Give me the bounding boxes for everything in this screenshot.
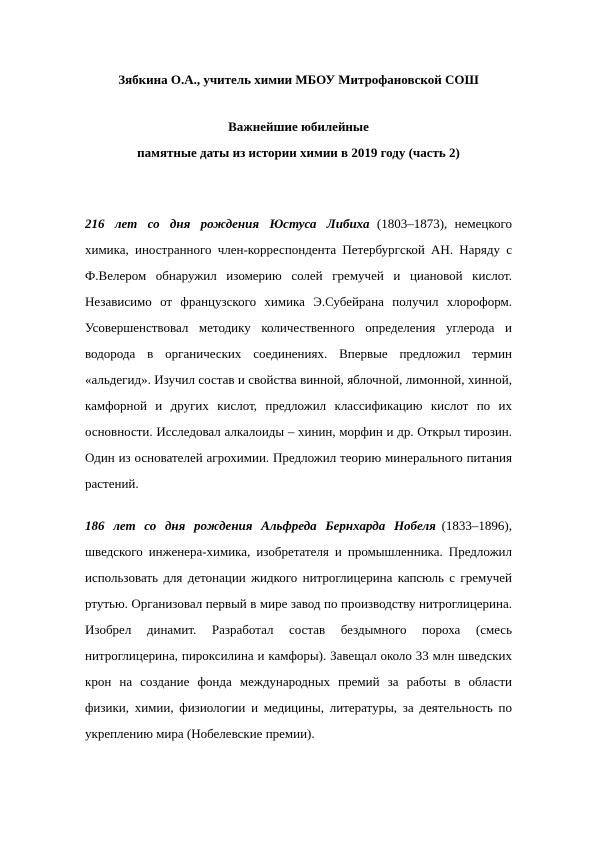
document-title: [85, 114, 512, 166]
entry-lead-nobel: 186 лет со дня рождения Альфреда Бернхарда Нобеля: [85, 518, 436, 533]
entry-paragraph-nobel: [85, 513, 512, 747]
title-line-1: Важнейшие юбилейные: [228, 119, 369, 134]
entry-paragraph-liebig: [85, 211, 512, 497]
entry-lead-liebig: 216 лет со дня рождения Юстуса Либиха: [85, 216, 370, 231]
title-line-2: памятные даты из истории химии в 2019 году (часть 2): [137, 145, 460, 160]
entry-body-liebig: (1803–1873), немецкого химика, иностранного член-корреспондента Петербургской АН. Наряду с Ф.Велером обнаружил изомерию солей гремучей и циановой кислот. Независимо от французского химика Э.Субейрана получил хлороформ. Усовершенствовал методику количественного определения углерода и водорода в органических соединениях. Впервые предложил термин «альдегид». Изучил состав и свойства винной, яблочной, лимонной, хинной, камфорной и других кислот, предложил классификацию кислот по их основности. Исследовал алкалоиды – хинин, морфин и др. Открыл тирозин. Один из основателей агрохимии. Предложил теорию минерального питания растений.: [85, 216, 512, 491]
author-line: Зябкина О.А., учитель химии МБОУ Митрофановской СОШ: [118, 72, 479, 87]
entry-body-nobel: (1833–1896), шведского инженера-химика, изобретателя и промышленника. Предложил использовать для детонации жидкого нитроглицерина капсюль с гремучей ртутью. Организовал первый в мире завод по производству нитроглицерина. Изобрел динамит. Разработал состав бездымного пороха (смесь нитроглицерина, пироксилина и камфоры). Завещал около 33 млн шведских крон на создание фонда международных премий за работы в области физики, химии, физиологии и медицины, литературы, за деятельность по укреплению мира (Нобелевские премии).: [85, 518, 512, 741]
